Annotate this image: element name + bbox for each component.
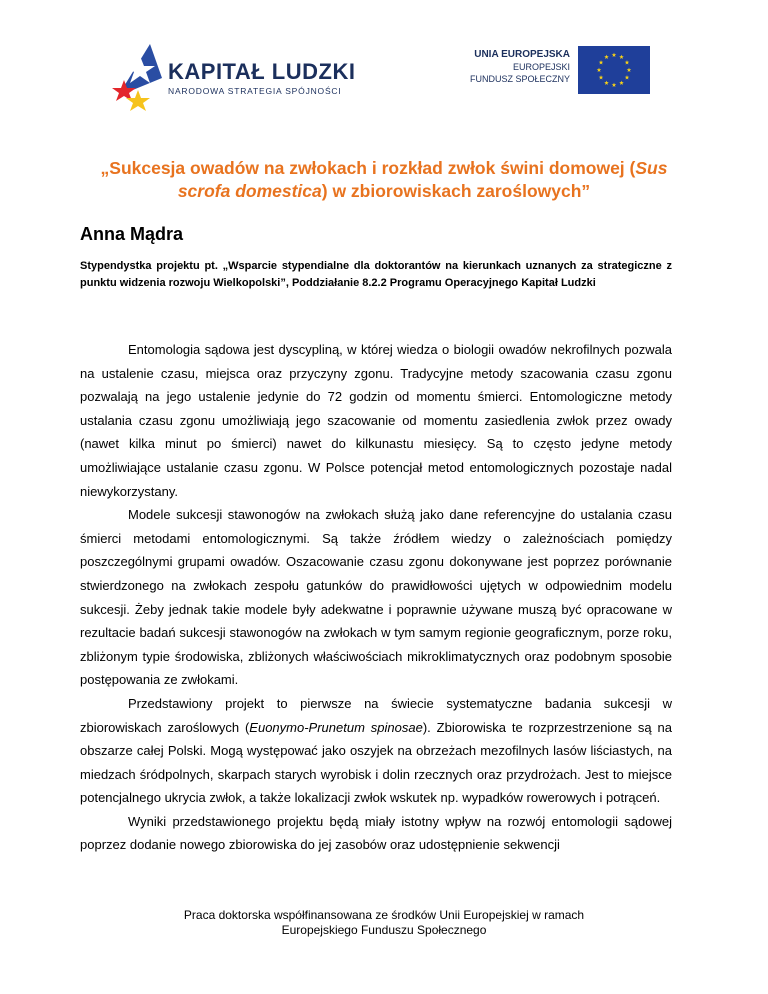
footer [150, 908, 618, 938]
grant-info: Stypendystka projektu pt. „Wsparcie stypendialne dla doktorantów na kierunkach uznanych za strategiczne z punktu widzenia rozwoju Wielkopolski”, Poddziałanie 8.2.2 Programu Operacyjnego Kapitał Ludzki [80, 260, 672, 289]
paragraph-3-part-a: Przedstawiony projekt to pierwsze na świecie systematyczne badania sukcesji w zbiorowiskach zaroślowych ( [80, 695, 672, 735]
title-italic-species: Sus scrofa domestica [177, 158, 668, 201]
paragraph-3 [80, 692, 672, 810]
paragraph-4: Wyniki przedstawionego projektu będą miały istotny wpływ na rozwój entomologii sądowej poprzez dodanie nowego zbiorowiska do jej zasobów oraz udostępnienie sekwencji [80, 813, 672, 853]
author-name: Anna Mądra [80, 224, 184, 244]
kapital-ludzki-logo [110, 38, 356, 118]
kapital-ludzki-subtitle: NARODOWA STRATEGIA SPÓJNOŚCI [168, 86, 342, 96]
eu-flag-icon [578, 46, 650, 94]
body-text [80, 338, 672, 857]
title-part-2: ) w zbiorowiskach zaroślowych” [321, 181, 591, 201]
paragraph-3-part-b: ). Zbiorowiska te rozprzestrzenione są na obszarze całej Polski. Mogą występować jako oszyjek na obrzeżach mezofilnych lasów liściastych, na miedzach śródpolnych, skarpach starych wyrobisk i dolin rzecznych oraz przydrożach. Jest to miejsce potencjalnego ukrycia zwłok, a także lokalizacji zwłok wskutek np. wypadków rowerowych i potrąceń. [80, 719, 672, 806]
kapital-ludzki-title: KAPITAŁ LUDZKI [168, 59, 356, 84]
kapital-ludzki-stars-icon [110, 38, 170, 118]
document-title [100, 157, 668, 203]
eu-logo [465, 46, 650, 94]
footer-line-1: Praca doktorska współfinansowana ze środków Unii Europejskiej w ramach [183, 908, 585, 922]
eu-line-3: FUNDUSZ SPOŁECZNY [469, 74, 570, 84]
eu-line-1: UNIA EUROPEJSKA [474, 49, 570, 60]
paragraph-2: Modele sukcesji stawonogów na zwłokach służą jako dane referencyjne do ustalania czasu śmierci metodami entomologicznymi. Są także źródłem wiedzy o zależnościach pomiędzy poszczególnymi grupami owadów. Oszacowanie czasu zgonu dokonywane jest poprzez porównanie stwierdzonego na zwłokach zespołu gatunków do prawidłowości ujętych w odpowiednim modelu sukcesji. Żeby jednak takie modele były adekwatne i poprawnie używane muszą być opracowane w rezultacie badań sukcesji stawonogów na zwłokach w tym samym regionie geograficznym, porze roku, zbliżonym typie środowiska, zbliżonych właściwościach mikroklimatycznych oraz podobnym sposobie postępowania ze zwłokami. [80, 507, 672, 688]
paragraph-3-italic: Euonymo-Prunetum spinosae [249, 719, 423, 735]
paragraph-1: Entomologia sądowa jest dyscypliną, w której wiedza o biologii owadów nekrofilnych pozwala na ustalenie czasu, miejsca oraz przyczyny zgonu. Tradycyjne metody szacowania czasu zgonu pozwalają na jego ustalenie jedynie do 72 godzin od momentu śmierci. Entomologiczne metody ustalania czasu zgonu umożliwiają jego szacowanie od momentu zasiedlenia zwłok przez owady (nawet kilka minut po śmierci) nawet do kilkunastu miesięcy. Są to często jedyne metody umożliwiające ustalanie czasu zgonu. W Polsce potencjał metod entomologicznych pozostaje nadal niewykorzystany. [80, 342, 672, 499]
footer-line-2: Europejskiego Funduszu Społecznego [281, 923, 487, 937]
title-part-1: „Sukcesja owadów na zwłokach i rozkład zwłok świni domowej ( [100, 158, 636, 178]
eu-line-2: EUROPEJSKI [512, 62, 570, 72]
